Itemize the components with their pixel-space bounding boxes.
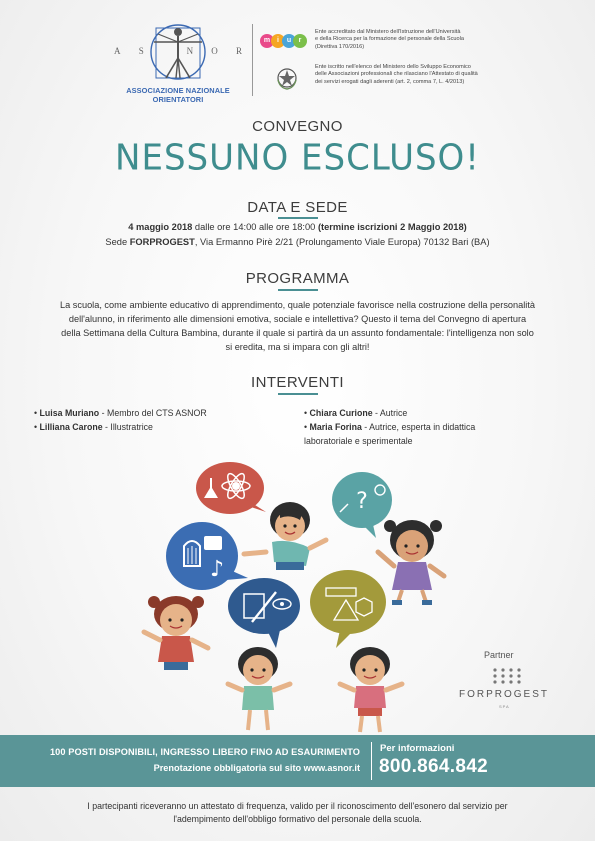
footer-note-line: I partecipanti riceveranno un attestato di frequenza, valido per il riconoscimento dell'esonero dal servizio per (87, 801, 508, 811)
venue-address: , Via Ermanno Pirè 2/21 (Prolungamento Viale Europa) 70132 Bari (BA) (194, 237, 490, 247)
programma-line: della Settimana della Cultura Bambina, durante il quale si partirà da un assunto fondamentale: l'intelligenza non solo (61, 328, 534, 338)
sede-heading: DATA E SEDE (247, 199, 348, 216)
event-time: dalle ore 14:00 alle ore 18:00 (192, 222, 318, 232)
booking-line: Prenotazione obbligatoria sul sito www.asnor.it (153, 763, 360, 773)
interventi-underline (278, 393, 318, 395)
programma-line: La scuola, come ambiente educativo di apprendimento, quale potenziale favorisce nella costruzione della personalità (60, 300, 535, 310)
programma-line: si eredita, ma si impara con gli altri! (225, 342, 370, 352)
speaker-item: • Lilliana Carone - Illustratrice (34, 422, 153, 432)
phone-number: 800.864.842 (379, 756, 488, 777)
speaker-role-continuation: laboratoriale e sperimentale (304, 436, 413, 446)
speaker-item: • Chiara Curione - Autrice (304, 408, 408, 418)
miur-logo (260, 34, 310, 50)
accreditation-line: Ente accreditato dal Ministero dell'Istruzione dell'Università (315, 29, 461, 35)
footer-note (30, 800, 565, 826)
registration-line: dei servizi erogati dagli aderenti (art. 2, comma 7, L. 4/2013) (315, 78, 465, 85)
speaker-name: Lilliana Carone (39, 422, 103, 432)
header (0, 0, 595, 110)
programma-underline (278, 289, 318, 291)
registration-line: delle Associazioni professionali che rilasciano l'Attestato di qualità (315, 71, 478, 78)
child-figure (144, 596, 208, 670)
event-kicker: CONVEGNO (252, 118, 343, 135)
asnor-letter: R (235, 46, 244, 56)
science-bubble-icon (196, 462, 266, 514)
music-bubble-icon (166, 522, 248, 590)
speakers-left-column (34, 406, 294, 434)
speaker-role: - Membro del CTS ASNOR (99, 408, 207, 418)
partner-logo-dots-icon (491, 667, 521, 685)
seats-line: 100 POSTI DISPONIBILI, INGRESSO LIBERO FINO AD ESAURIMENTO (49, 747, 360, 757)
event-date: 4 maggio 2018 (128, 222, 193, 232)
registration-deadline: (termine iscrizioni 2 Maggio 2018) (317, 222, 467, 232)
programma-text (34, 298, 561, 354)
asnor-letter: O (211, 46, 220, 56)
info-label: Per informazioni (380, 743, 455, 754)
asnor-logo (108, 20, 248, 104)
venue-prefix: Sede (105, 237, 130, 247)
speaker-item: • Luisa Muriano - Membro del CTS ASNOR (34, 408, 207, 418)
partner-name: FORPROGEST (459, 689, 550, 700)
speakers-right-column (304, 406, 514, 448)
asnor-name: ASSOCIAZIONE NAZIONALE ORIENTATORI (126, 86, 230, 104)
asnor-letter: A (114, 46, 123, 56)
speaker-role: - Illustratrice (102, 422, 153, 432)
children-illustration (140, 452, 470, 742)
partner-suffix: SPA (499, 704, 510, 709)
programma-heading: PROGRAMMA (245, 270, 350, 287)
sede-venue-line (0, 237, 595, 247)
miur-letter: r (293, 34, 307, 48)
question-bubble-icon (332, 472, 392, 538)
sede-date-line (0, 222, 595, 232)
miur-letter: i (271, 34, 285, 48)
registration-text (315, 64, 565, 86)
svg-text:♪: ♪ (210, 557, 225, 582)
event-title: NESSUNO ESCLUSO! (115, 137, 480, 179)
child-figure (244, 502, 326, 570)
child-figure (340, 647, 402, 732)
speaker-name: Luisa Muriano (39, 408, 100, 418)
asnor-letter: N (186, 46, 196, 56)
speaker-item: • Maria Forina - Autrice, esperta in didattica (304, 422, 476, 432)
child-figure (228, 647, 290, 730)
accreditation-text (315, 29, 565, 51)
geometry-bubble-icon (310, 570, 386, 648)
registration-line: Ente iscritto nell'elenco del Ministero dello Sviluppo Economico (315, 64, 471, 70)
footer-band (0, 735, 595, 787)
venue-name: FORPROGEST (129, 237, 195, 247)
asnor-letter: S (138, 46, 146, 56)
speaker-role: - Autrice (372, 408, 408, 418)
accreditation-line: e della Ricerca per la formazione del personale della Scuola (315, 36, 464, 43)
speaker-name: Maria Forina (309, 422, 362, 432)
accreditation-line: (Direttiva 170/2016) (315, 43, 365, 50)
miur-letter: u (282, 34, 296, 48)
footer-note-line: l'adempimento dell'obbligo formativo del personale della scuola. (173, 814, 422, 824)
interventi-heading: INTERVENTI (251, 374, 344, 391)
writing-bubble-icon (228, 578, 300, 648)
svg-text:?: ? (356, 489, 368, 514)
band-divider (371, 742, 372, 780)
speaker-role: - Autrice, esperta in didattica (361, 422, 476, 432)
speaker-name: Chiara Curione (309, 408, 373, 418)
italian-emblem-icon (276, 66, 298, 90)
child-figure (378, 520, 444, 605)
sede-underline (278, 217, 318, 219)
header-divider (252, 24, 253, 96)
asnor-letters (114, 46, 244, 56)
programma-line: dell'alunno, in riferimento alle dimensioni emotiva, sociale e intellettiva? Questo il tema del Convegno di apertura (68, 314, 527, 324)
partner-label: Partner (484, 650, 514, 660)
miur-letter: m (260, 34, 274, 48)
